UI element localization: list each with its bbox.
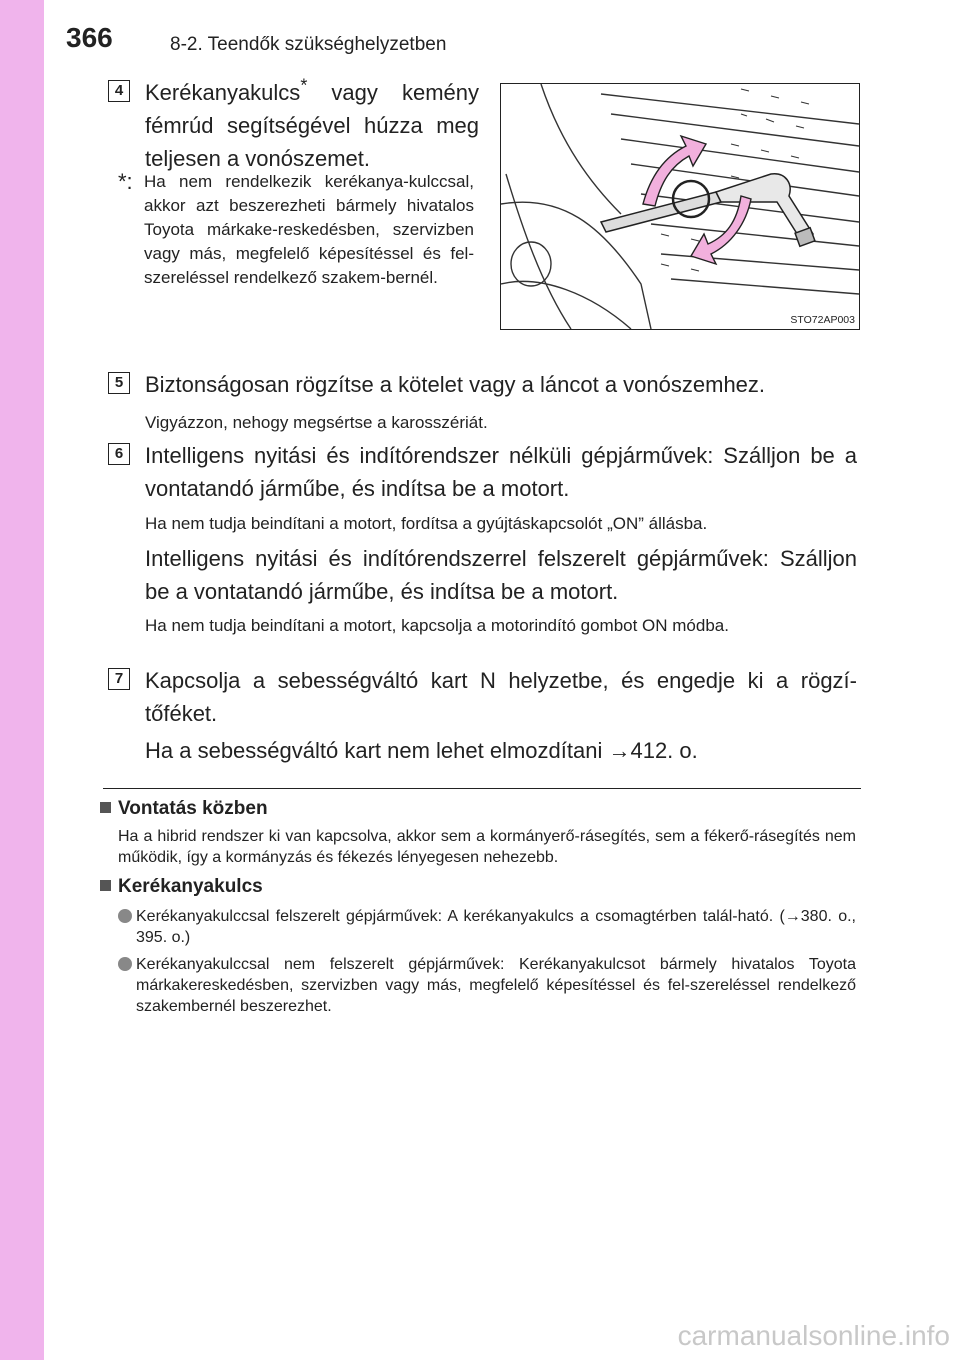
list-item	[118, 906, 856, 948]
step-5-note: Vigyázzon, nehogy megsértse a karosszériát.	[145, 413, 488, 432]
note-title: Kerékanyakulcs	[118, 876, 263, 897]
step-4-text	[145, 76, 479, 175]
circle-bullet-icon	[118, 957, 132, 971]
step-number-box: 4	[108, 80, 130, 102]
step-number-box: 6	[108, 443, 130, 465]
towing-eye-illustration	[500, 83, 860, 330]
square-bullet-icon	[100, 802, 111, 813]
step-4-text-end: vagy kemény fémrúd segítségével húzza meg teljesen a vonószemet.	[145, 80, 479, 171]
list-item	[118, 954, 856, 1017]
section-divider	[103, 788, 861, 789]
step-5-text: Biztonságosan rögzítse a kötelet vagy a láncot a vonószemhez.	[145, 372, 766, 397]
circle-bullet-icon	[118, 909, 132, 923]
page-number: 366	[66, 22, 113, 53]
square-bullet-icon	[100, 880, 111, 891]
section-title: 8-2. Teendők szükséghelyzetben	[170, 34, 447, 55]
footnote-text: Ha nem rendelkezik kerékanya-kulccsal, akkor azt beszerezheti bármely hivatalos Toyota márkake-reskedésben, szervizben vagy más, megfelelő képesítéssel és fel-szereléssel rendelkező szakem-bernél.	[144, 172, 474, 287]
step-6-text: Intelligens nyitási és indítórendszer nélküli gépjárművek: Szálljon be a vontatandó járműbe, és indítsa be a motort.	[145, 443, 857, 501]
chapter-tab-band	[0, 0, 44, 1360]
list-item-text: Kerékanyakulccsal nem felszerelt gépjárművek: Kerékanyakulcsot bármely hivatalos Toyota márkakereskedésben, szervizben vagy más, megfelelő képesítéssel és fel-szereléssel rendelkező szakembernél beszerezhet.	[136, 956, 856, 1015]
note-heading-wrench	[100, 876, 263, 898]
step-6-text-2: Intelligens nyitási és indítórendszerrel felszerelt gépjárművek: Szálljon be a vontatandó járműbe, és indítsa be a motort.	[145, 546, 857, 604]
step-number-box: 5	[108, 372, 130, 394]
step-4-text-start: Kerékanyakulcs	[145, 80, 301, 105]
note-heading-towing	[100, 798, 268, 820]
figure-code: STO72AP003	[790, 314, 855, 326]
note-title: Vontatás közben	[118, 798, 268, 819]
footnote-mark: *:	[118, 169, 133, 194]
footnote	[118, 170, 474, 290]
step-7-text-2: Ha a sebességváltó kart nem lehet elmozdítani →412. o.	[145, 738, 698, 763]
list-item-text: Kerékanyakulccsal felszerelt gépjárművek: A kerékanyakulcs a csomagtérben talál-ható. (→380. o., 395. o.)	[136, 908, 856, 946]
step-6-note-2: Ha nem tudja beindítani a motort, kapcsolja a motorindító gombot ON módba.	[145, 616, 729, 635]
asterisk-mark: *	[300, 75, 308, 96]
step-7-text: Kapcsolja a sebességváltó kart N helyzetbe, és engedje ki a rögzí-tőféket.	[145, 668, 857, 726]
watermark: carmanualsonline.info	[677, 1320, 950, 1351]
step-number-box: 7	[108, 668, 130, 690]
step-6-note: Ha nem tudja beindítani a motort, fordítsa a gyújtáskapcsolót „ON” állásba.	[145, 514, 708, 533]
grille-wrench-drawing	[501, 84, 859, 329]
note-towing-text: Ha a hibrid rendszer ki van kapcsolva, akkor sem a kormányerő-rásegítés, sem a fékerő-rásegítés nem működik, így a kormányzás és fékezés lényegesen nehezebb.	[118, 828, 856, 866]
